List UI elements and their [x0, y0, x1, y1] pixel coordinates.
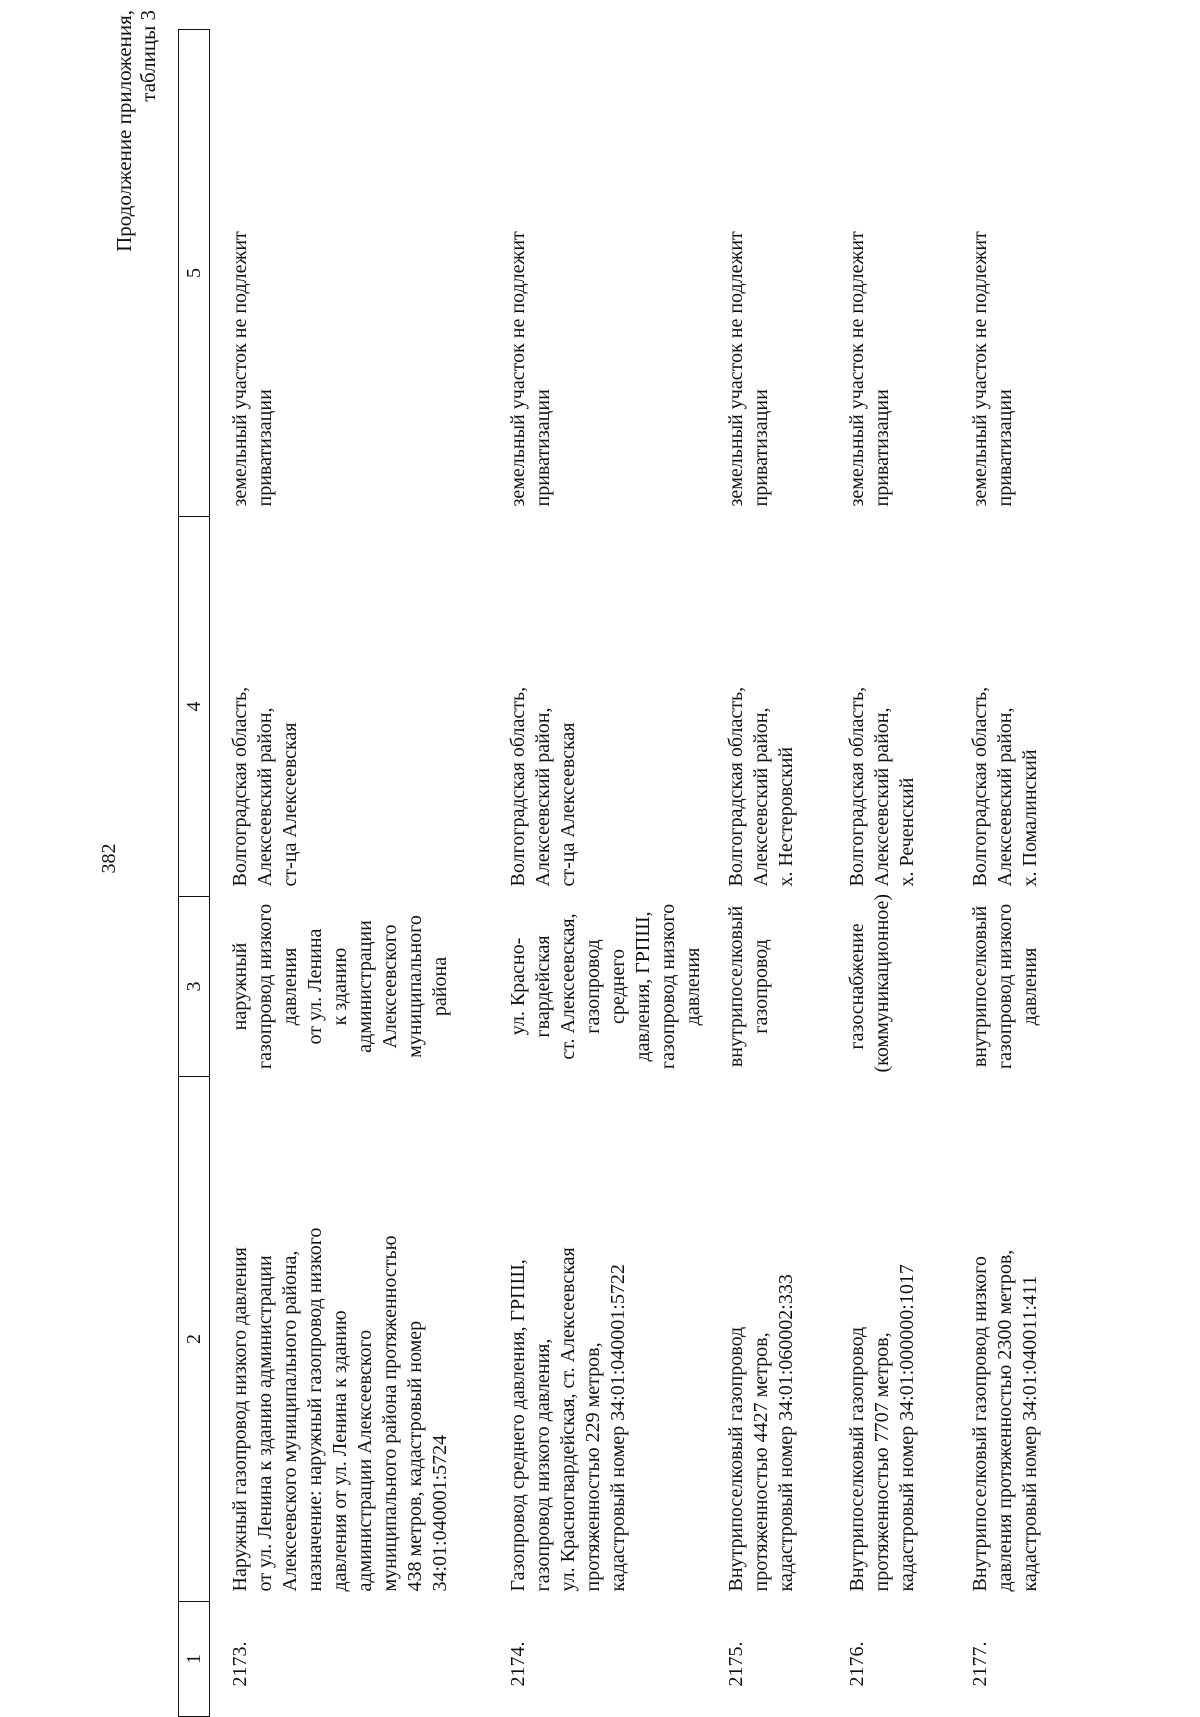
- record-number: 2175.: [725, 1641, 747, 1687]
- column-header-5: 5: [179, 30, 210, 517]
- object-note: земельный участок не подлежит приватизации: [507, 231, 554, 507]
- table-row: [210, 30, 489, 1717]
- record-number: 2176.: [846, 1641, 868, 1687]
- record-number: 2173.: [229, 1641, 251, 1687]
- table-row: [706, 30, 827, 1717]
- object-type: наружный газопровод низкого давления от ул. Ленина к зданию администрации Алексеевского муниципального района: [229, 903, 451, 1070]
- object-note: земельный участок не подлежит приватизации: [969, 231, 1016, 507]
- column-header-4: 4: [179, 517, 210, 897]
- object-note: земельный участок не подлежит приватизации: [229, 231, 276, 507]
- object-type: газоснабжение (коммуникационное): [846, 893, 893, 1073]
- object-type: внутрипоселковый газопровод низкого давления: [969, 903, 1041, 1070]
- object-name: Газопровод среднего давления, ГРПШ, газопровод низкого давления, ул. Красногвардейская, ст. Алексеевская протяженностью 229 метров, кадастровый номер 34:01:040001:5722: [507, 1247, 629, 1592]
- object-name: Наружный газопровод низкого давления от ул. Ленина к зданию администрации Алексеевского муниципального района, назначение: наружный газопровод низкого давления от ул. Ленина к зданию администрации Алексеевского муниципального района протяженностью 438 метров, кадастровый номер 34:01:040001:5724: [229, 1227, 451, 1592]
- table-row: [950, 30, 1098, 1717]
- object-address: Волгоградская область, Алексеевский район, ст-ца Алексеевская: [229, 686, 301, 887]
- column-header-3: 3: [179, 897, 210, 1077]
- table-continuation-label: Продолжение приложения, таблицы 3: [112, 10, 160, 252]
- header-row: [179, 30, 210, 1717]
- column-header-1: 1: [179, 1602, 210, 1717]
- column-header-2: 2: [179, 1077, 210, 1602]
- object-type: внутрипоселковый газопровод: [725, 905, 772, 1068]
- table-body: [210, 30, 1099, 1717]
- object-note: земельный участок не подлежит приватизации: [725, 231, 772, 507]
- object-note: земельный участок не подлежит приватизации: [846, 231, 893, 507]
- object-address: Волгоградская область, Алексеевский район, х. Реченский: [846, 686, 918, 887]
- object-address: Волгоградская область, Алексеевский район, ст-ца Алексеевская: [507, 686, 579, 887]
- object-name: Внутрипоселковый газопровод протяженностью 4427 метров, кадастровый номер 34:01:060002:333: [725, 1274, 797, 1592]
- object-address: Волгоградская область, Алексеевский район, х. Помалинский: [969, 686, 1041, 887]
- object-address: Волгоградская область, Алексеевский район, х. Нестеровский: [725, 686, 797, 887]
- table-row: [827, 30, 950, 1717]
- object-name: Внутрипоселковый газопровод протяженностью 7707 метров, кадастровый номер 34:01:000000:1017: [846, 1264, 918, 1592]
- record-number: 2174.: [507, 1641, 529, 1687]
- object-name: Внутрипоселковый газопровод низкого давления протяженностью 2300 метров, кадастровый номер 34:01:040011:411: [969, 1249, 1041, 1592]
- record-number: 2177.: [969, 1641, 991, 1687]
- page-number: 382: [98, 843, 120, 874]
- table-header: [179, 30, 210, 1717]
- table-row: [488, 30, 706, 1717]
- object-type: ул. Красно- гвардейская ст. Алексеевская, газопровод среднего давления, ГРПШ, газопровод низкого давления: [507, 903, 704, 1070]
- property-table: [178, 29, 1098, 1717]
